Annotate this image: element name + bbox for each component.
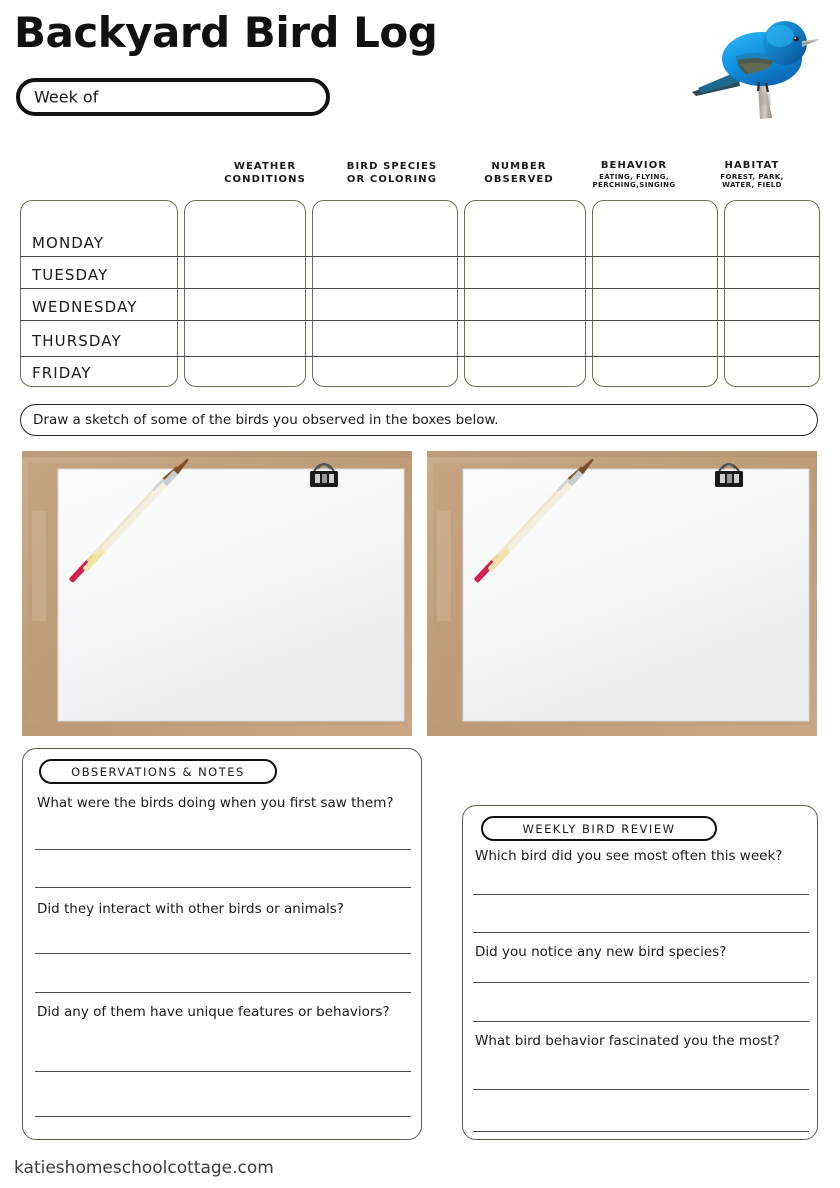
day-label-friday: FRIDAY [32,364,92,382]
observations-answer-line[interactable] [35,1071,411,1072]
day-label-thursday: THURSDAY [32,332,122,350]
review-question-2: Did you notice any new bird species? [475,944,727,960]
observations-answer-line[interactable] [35,887,411,888]
row-divider [20,288,820,289]
review-answer-line[interactable] [473,1021,809,1022]
column-header-number: NUMBER OBSERVED [484,161,554,185]
table-column-headers [20,155,820,200]
observations-badge: OBSERVATIONS & NOTES [39,759,277,784]
weekly-review-badge: WEEKLY BIRD REVIEW [481,816,717,841]
observations-answer-line[interactable] [35,1116,411,1117]
observations-question-1: What were the birds doing when you first saw them? [37,795,394,811]
table-grid [20,200,820,387]
sketch-photo-right[interactable] [427,451,817,736]
column-header-species: BIRD SPECIES OR COLORING [346,161,438,185]
observations-question-3: Did any of them have unique features or behaviors? [37,1004,390,1020]
sketch-instruction-text: Draw a sketch of some of the birds you observed in the boxes below. [33,412,499,428]
column-number[interactable] [464,200,586,387]
observations-panel [22,748,422,1140]
day-label-monday: MONDAY [32,234,105,252]
week-of-field[interactable] [16,78,330,116]
observations-answer-line[interactable] [35,849,411,850]
review-answer-line[interactable] [473,1131,809,1132]
review-answer-line[interactable] [473,932,809,933]
day-label-wednesday: WEDNESDAY [32,298,138,316]
column-header-behavior: BEHAVIOR EATING, FLYING, PERCHING,SINGING [592,160,676,190]
review-question-3: What bird behavior fascinated you the most? [475,1033,780,1049]
footer-url: katieshomeschoolcottage.com [14,1158,274,1178]
review-question-1: Which bird did you see most often this week? [475,848,783,864]
row-divider [20,320,820,321]
day-label-tuesday: TUESDAY [32,266,109,284]
sketch-photo-left[interactable] [22,451,412,736]
column-habitat[interactable] [724,200,820,387]
page-title: Backyard Bird Log [14,8,438,57]
column-behavior[interactable] [592,200,718,387]
row-divider [20,256,820,257]
column-header-weather: WEATHER CONDITIONS [224,161,306,185]
bird-log-table [20,155,820,387]
review-answer-line[interactable] [473,894,809,895]
week-of-label: Week of [34,87,99,107]
review-answer-line[interactable] [473,1089,809,1090]
observations-answer-line[interactable] [35,992,411,993]
column-species[interactable] [312,200,458,387]
row-divider [20,356,820,357]
indigo-bunting-photo [680,6,832,124]
observations-answer-line[interactable] [35,953,411,954]
weekly-review-panel [462,805,818,1140]
column-days [20,200,178,387]
column-weather[interactable] [184,200,306,387]
observations-question-2: Did they interact with other birds or animals? [37,901,344,917]
column-header-habitat: HABITAT FOREST, PARK, WATER, FIELD [720,160,784,190]
sketch-instruction-bar [20,404,818,436]
review-answer-line[interactable] [473,982,809,983]
